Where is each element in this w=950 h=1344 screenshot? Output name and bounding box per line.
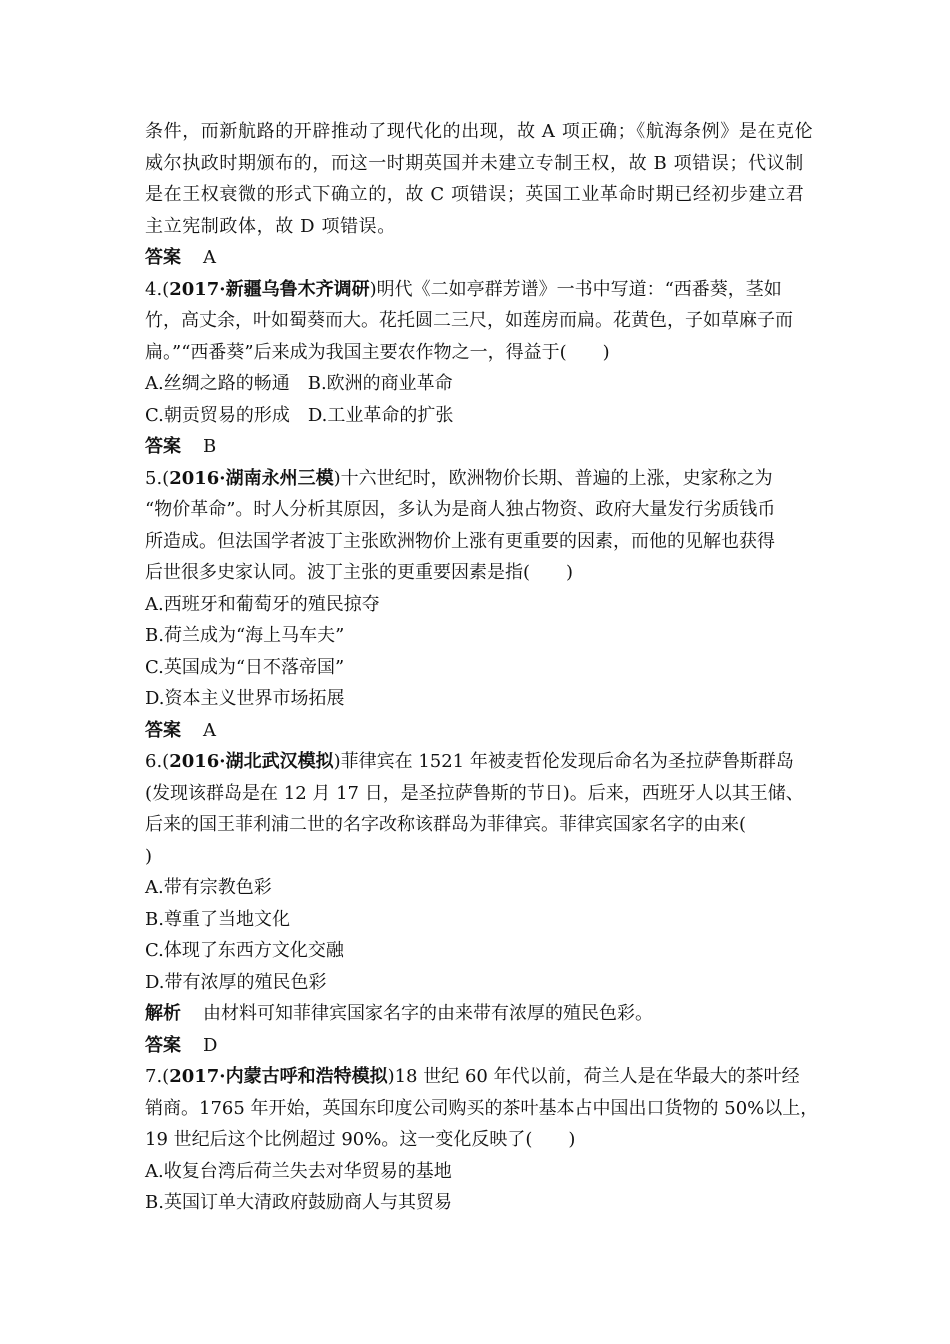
q5-answer [145,715,815,747]
answer-label: 答案 [145,1034,181,1056]
q6-answer [145,1030,815,1062]
q5-option-c: C.英国成为“日不落帝国” [145,656,345,678]
q6-stem-line: ) [145,845,153,867]
q4-stem-line: 竹，高丈余，叶如蜀葵而大。花托圆二三尺，如莲房而扁。花黄色，子如草麻子而 [145,310,793,331]
q3-analysis-line: 条件，而新航路的开辟推动了现代化的出现，故 A 项正确；《航海条例》是在克伦 [145,121,814,142]
question-number: 5.( [145,467,170,489]
q6-option-c: C.体现了东西方文化交融 [145,940,344,961]
question-number: 4.( [145,278,170,300]
q5-option-b: B.荷兰成为“海上马车夫” [145,625,345,646]
q6-stem-line: 后来的国王菲利浦二世的名字改称该群岛为菲律宾。菲律宾国家名字的由来( [145,814,747,835]
q6-option-a: A.带有宗教色彩 [145,877,272,898]
q6-option-d: D.带有浓厚的殖民色彩 [145,971,327,993]
q6-stem-line: (发现该群岛是在 12 月 17 日，是圣拉萨鲁斯的节日)。后来，西班牙人以其王储、 [145,782,804,804]
answer-value: A [203,719,216,741]
q4-stem-line: 扁。”“西番葵”后来成为我国主要农作物之一，得益于( ) [145,341,610,363]
q6-stem: 6.(2016·湖北武汉模拟)菲律宾在 1521 年被麦哲伦发现后命名为圣拉萨鲁斯群岛 [145,751,794,772]
question-source: 2016·湖南永州三模 [169,467,334,489]
question-number: 7.( [145,1066,170,1087]
q5-option-d: D.资本主义世界市场拓展 [145,688,345,709]
q3-answer [145,242,815,274]
question-text: 菲律宾在 1521 年被麦哲伦发现后命名为圣拉萨鲁斯群岛 [340,751,794,772]
question-text: 18 世纪 60 年代以前，荷兰人是在华最大的茶叶经 [394,1066,800,1087]
question-source: 2017·内蒙古呼和浩特模拟 [169,1066,388,1087]
q7-stem-line: 19 世纪后这个比例超过 90%。这一变化反映了( ) [145,1129,576,1150]
answer-label: 答案 [145,247,181,268]
answer-value: B [203,436,217,457]
q5-stem-line: “物价革命”。时人分析其原因，多认为是商人独占物资、政府大量发行劣质钱币 [145,499,776,520]
q3-analysis-line: 威尔执政时期颁布的，而这一时期英国并未建立专制王权，故 B 项错误；代议制 [145,152,804,174]
q5-stem: 5.(2016·湖南永州三模)十六世纪时，欧洲物价长期、普遍的上涨，史家称之为 [145,467,773,489]
answer-label: 答案 [145,436,181,457]
question-text: 明代《二如亭群芳谱》一书中写道：“西番葵，茎如 [376,278,782,300]
q7-option-a: A.收复台湾后荷兰失去对华贸易的基地 [145,1160,452,1182]
q6-analysis [145,998,815,1030]
q5-stem-line: 后世很多史家认同。波丁主张的更重要因素是指( ) [145,562,574,583]
question-source: 2017·新疆乌鲁木齐调研 [169,278,370,300]
q3-analysis-line: 是在王权衰微的形式下确立的，故 C 项错误；英国工业革命时期已经初步建立君 [145,184,805,205]
question-source: 2016·湖北武汉模拟 [169,751,334,772]
q3-analysis-line: 主立宪制政体，故 D 项错误。 [145,215,396,237]
analysis-label: 解析 [145,1003,181,1024]
document-page [145,116,819,1219]
answer-value: D [203,1034,218,1056]
answer-label: 答案 [145,719,181,741]
q4-answer [145,431,815,463]
q7-stem-line: 销商。1765 年开始，英国东印度公司购买的茶叶基本占中国出口货物的 50%以上， [145,1097,819,1119]
q5-option-a: A.西班牙和葡萄牙的殖民掠夺 [145,593,380,615]
q4-stem: 4.(2017·新疆乌鲁木齐调研)明代《二如亭群芳谱》一书中写道：“西番葵，茎如 [145,278,782,300]
q7-stem: 7.(2017·内蒙古呼和浩特模拟)18 世纪 60 年代以前，荷兰人是在华最大的茶叶经 [145,1066,800,1087]
q5-stem-line: 所造成。但法国学者波丁主张欧洲物价上涨有更重要的因素，而他的见解也获得 [145,530,775,552]
answer-value: A [203,247,216,268]
q7-option-b: B.英国订单大清政府鼓励商人与其贸易 [145,1192,452,1213]
q4-options-ab: A.丝绸之路的畅通 B.欧洲的商业革命 [145,373,453,394]
analysis-text: 由材料可知菲律宾国家名字的由来带有浓厚的殖民色彩。 [203,1003,653,1024]
question-number: 6.( [145,751,170,772]
q6-option-b: B.尊重了当地文化 [145,908,290,930]
q4-options-cd: C.朝贡贸易的形成 D.工业革命的扩张 [145,404,454,426]
question-text: 十六世纪时，欧洲物价长期、普遍的上涨，史家称之为 [340,467,773,489]
